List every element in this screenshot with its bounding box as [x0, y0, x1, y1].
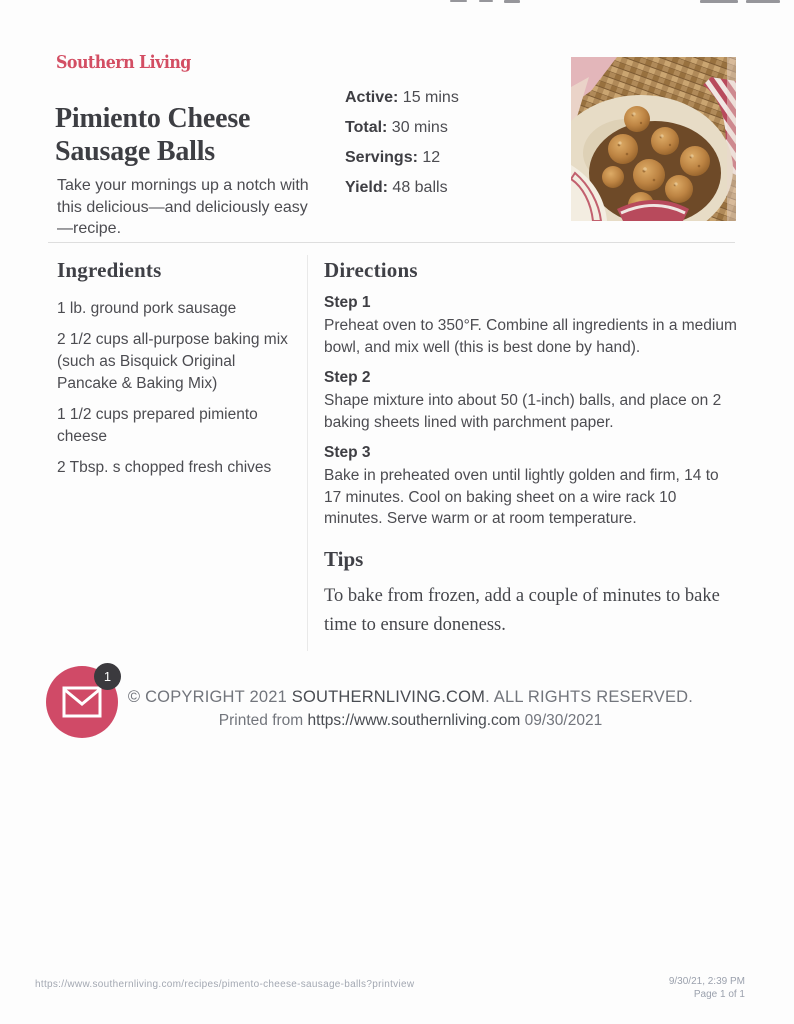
scan-artifact — [450, 0, 467, 2]
recipe-description: Take your mornings up a notch with this delicious—and deliciously easy—recipe. — [57, 177, 309, 237]
meta-servings — [345, 149, 459, 179]
southern-living-logo: Southern Living — [56, 52, 191, 73]
meta-total — [345, 119, 459, 149]
printed-date: 09/30/2021 — [520, 712, 603, 729]
direction-step — [324, 294, 738, 358]
print-source-url: https://www.southernliving.com/recipes/pimento-cheese-sausage-balls?printview — [35, 979, 415, 990]
sausage-balls-image — [571, 57, 736, 221]
step-text: Bake in preheated oven until lightly golden and firm, 14 to 17 minutes. Cool on baking sheet on a wire rack 10 minutes. Serve warm or at room temperature. — [324, 467, 719, 527]
print-page-number: Page 1 of 1 — [693, 989, 745, 1000]
step-label: Step 3 — [324, 444, 371, 461]
meta-total-value: 30 mins — [387, 119, 448, 136]
ingredient-item: 1 1/2 cups prepared pimiento cheese — [57, 406, 258, 445]
recipe-meta — [345, 89, 459, 209]
ingredient-item: 1 lb. ground pork sausage — [57, 300, 237, 317]
meta-active-value: 15 mins — [398, 89, 459, 106]
horizontal-divider — [48, 242, 735, 243]
copyright-site: SOUTHERNLIVING.COM — [291, 688, 486, 706]
print-timestamp: 9/30/21, 2:39 PM — [668, 976, 745, 987]
printed-from-line — [118, 712, 703, 730]
meta-total-label: Total: — [345, 119, 388, 136]
scan-artifact — [700, 0, 738, 3]
ingredients-section — [57, 258, 299, 488]
ingredients-heading: Ingredients — [57, 258, 162, 282]
footer-copyright — [118, 688, 703, 730]
ingredient-item: 2 Tbsp. s chopped fresh chives — [57, 459, 272, 476]
notification-badge: 1 — [94, 663, 121, 690]
step-label: Step 1 — [324, 294, 371, 311]
copyright-line — [118, 688, 703, 707]
tips-heading: Tips — [324, 546, 364, 571]
meta-servings-value: 12 — [417, 149, 441, 166]
meta-active-label: Active: — [345, 89, 399, 106]
meta-yield-value: 48 balls — [387, 179, 448, 196]
step-text: Preheat oven to 350°F. Combine all ingredients in a medium bowl, and mix well (this is best done by hand). — [324, 317, 737, 356]
meta-servings-label: Servings: — [345, 149, 418, 166]
direction-step — [324, 369, 738, 433]
direction-step — [324, 444, 738, 530]
printed-url[interactable]: https://www.southernliving.com — [307, 712, 521, 729]
directions-heading: Directions — [324, 258, 418, 282]
step-label: Step 2 — [324, 369, 371, 386]
ingredient-item: 2 1/2 cups all-purpose baking mix (such as Bisquick Original Pancake & Baking Mix) — [57, 331, 288, 392]
print-page-info — [669, 975, 745, 1001]
meta-yield — [345, 179, 459, 209]
directions-section — [324, 258, 738, 640]
recipe-photo — [571, 57, 736, 221]
copyright-prefix: © COPYRIGHT 2021 — [127, 688, 292, 706]
copyright-suffix: . ALL RIGHTS RESERVED. — [485, 688, 694, 706]
scan-artifact — [746, 0, 780, 3]
tips-text: To bake from frozen, add a couple of minutes to bake time to ensure doneness. — [324, 585, 720, 635]
meta-yield-label: Yield: — [345, 179, 388, 196]
recipe-title: Pimiento Cheese Sausage Balls — [55, 102, 251, 167]
envelope-icon — [62, 686, 102, 718]
meta-active — [345, 89, 459, 119]
step-text: Shape mixture into about 50 (1-inch) balls, and place on 2 baking sheets lined with parchment paper. — [324, 392, 722, 431]
scan-artifact — [504, 0, 520, 3]
scan-artifact — [479, 0, 493, 2]
printed-prefix: Printed from — [218, 712, 308, 729]
column-divider — [307, 255, 308, 651]
